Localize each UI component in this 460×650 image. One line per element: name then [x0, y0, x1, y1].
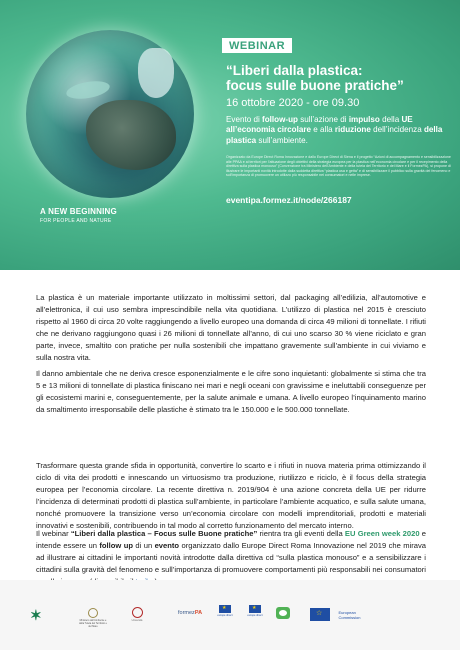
title-line2: focus sulle buone pratiche” [226, 78, 404, 93]
logo-footer [0, 580, 460, 650]
webinar-badge: WEBINAR [222, 38, 292, 53]
europe-direct-logo-2: ★ europe direct [244, 605, 266, 617]
organizer-note: Organizzato da Europe Direct Roma Innovazione e dallo Europe Direct di Siena e il progetto “Azioni di accompagnamento e sensibilizzazione alle PPAA e ai territori per l’attuazione degli obiettivi della strategia europea per la plastica nell’economia circolare e per il recepimento della direttiva sulla plastica monouso” (Convenzione tra Ministero dell’Ambiente e della tutela del Territorio e del Mare e il FormezPA), si propone di illustrare le importanti novità introdotte dalla suddetta direttiva “plastica usa e getta” e di sensibilizzare il pubblico sulla gravità del fenomeno e sull’importanza di promuovere un utilizzo più responsabile nei consumatori e nelle imprese. [226, 155, 451, 178]
rock-shape [86, 100, 176, 170]
fish-shape [65, 78, 111, 101]
event-link[interactable]: eventipa.formez.it/node/266187 [226, 195, 352, 205]
event-description: Evento di follow-up sull’azione di impulso della UE all’economia circolare e alla riduzione dell’incidenza della plastica sull’ambiente. [226, 115, 443, 145]
webinar-title-bold: “Liberi dalla plastica – Focus sulle Buone pratiche” [70, 529, 258, 538]
green-week-link[interactable]: EU Green week 2020 [344, 529, 420, 538]
title-line1: “Liberi dalla plastica: [226, 63, 363, 78]
university-seal-icon [132, 607, 143, 618]
formez-logo: formezPA [178, 610, 203, 616]
paragraph-circular-economy: Trasformare questa grande sfida in opportunità, convertire lo scarto e i rifiuti in nuova materia prima ottimizzando il ciclo di vita dei prodotti e innescando un virtuosismo tra produzione, riutilizzo e riciclo, è il focus della strategia europea per l’economia circolare. La recente direttiva n. 2019/904 è una azione concreta della UE per ridurre l’incidenza di determinati prodotti di plastica sull’ambiente, in particolare l’ambiente acquatico, e sulla salute umana, nonché promuovere la transizione verso un’economia circolare con modelli imprenditoriali, prodotti e materiali innovativi e sostenibili, contribuendo in tal modo al corretto funzionamento del mercato interno. [36, 461, 426, 531]
european-commission-logo: ☆ European Commission [310, 606, 360, 624]
europe-direct-flag-icon [219, 605, 231, 613]
paragraph-plastic-usage: La plastica è un materiale importante utilizzato in moltissimi settori, dal packaging all’edilizia, all’automotive e all’elettronica, il cui uso sembra imprescindibile nella vita quotidiana. L’utilizzo di plastica nel 2015 è cresciuto rispetto al 1960 di circa 20 volte raggiungendo a livello europeo una domanda di circa 49 milioni di tonnellate. I rifiuti che ne derivano raggiungono quasi i 26 milioni di tonnellate all’anno, di cui uno scarso 30 % viene riciclato e gran parte, invece, smaltito con pratiche per nulla sostenibili che impattano gravemente sull’ambiente in cui viviamo e sulla nostra vita. [36, 293, 426, 363]
tagline-line2: FOR PEOPLE AND NATURE [40, 218, 112, 224]
event-title [226, 63, 451, 93]
plastic-bag-shape [138, 48, 174, 98]
europe-direct-logo-1: ★ europe direct [214, 605, 236, 617]
globe-image [26, 30, 194, 198]
hero-banner [0, 0, 460, 270]
eu-flag-icon [310, 608, 330, 621]
green-week-icon [276, 607, 290, 619]
event-date: 16 ottobre 2020 - ore 09.30 [226, 97, 360, 109]
university-caption: Università [131, 619, 143, 622]
paragraph-environmental-damage: Il danno ambientale che ne deriva cresce esponenzialmente e le cifre sono inquietanti: globalmente si stima che tra 5 e 13 milioni di tonnellate di plastica finiscano nei mari e negli oceani con gravissime e ineluttabili conseguenze per gli ecosistemi marini e, conseguentemente, per la salute animale e umana. A livello europeo l’inquinamento marino da smaltimento irresponsabile delle plastiche è stimato tra le 150.000 e le 500.000 tonnellate. [36, 369, 426, 415]
ministry-emblem-icon [88, 608, 98, 618]
ministry-caption: Ministero dell’Ambiente e della Tutela del Territorio e del Mare [79, 619, 107, 628]
university-logo [122, 607, 152, 622]
tagline-line1: A NEW BEGINNING [40, 207, 117, 216]
ministry-logo [78, 608, 108, 628]
star-logo-icon: ✶ [30, 607, 42, 623]
paragraph-webinar-info: Il webinar “Liberi dalla plastica – Focus sulle Buone pratiche” rientra tra gli eventi della EU Green week 2020 e intende essere un follow up di un evento organizzato dallo Europe Direct Roma Innovazione nel 2019 che mirava ad illustrare ai cittadini le importanti novità introdotte dalla direttiva cd “sulla plastica monouso” e a sensibilizzare i cittadini sulla gravità del fenomeno e sull’importanza di promuovere comportamenti più responsabili nei consumatori [36, 528, 426, 588]
green-week-tagline [40, 207, 117, 224]
europe-direct-flag-icon [249, 605, 261, 613]
